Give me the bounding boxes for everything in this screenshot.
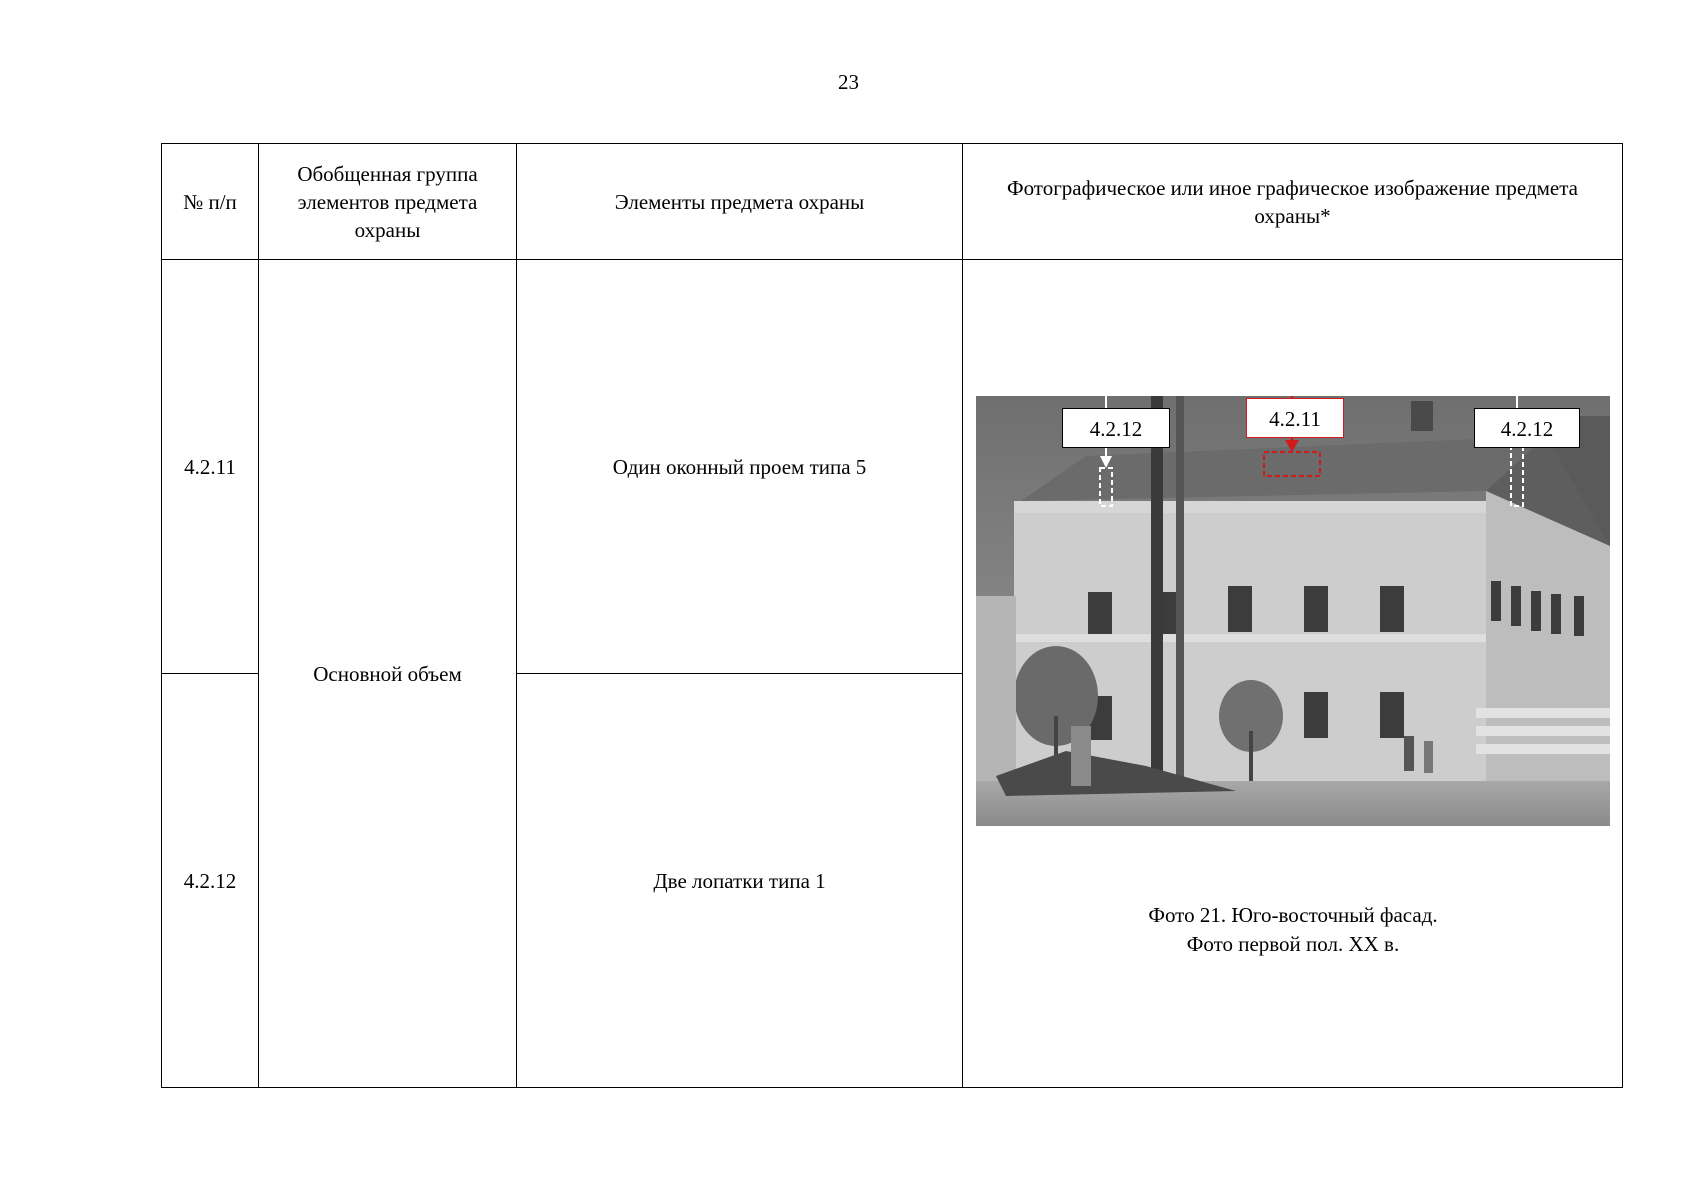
callout-4-2-12-right: 4.2.12 <box>1474 408 1580 448</box>
row-number: 4.2.11 <box>162 260 259 674</box>
caption-line-2: Фото первой пол. XX в. <box>1186 932 1400 956</box>
group-cell: Основной объем <box>259 260 517 1088</box>
callout-4-2-11: 4.2.11 <box>1246 398 1344 438</box>
row-number: 4.2.12 <box>162 674 259 1088</box>
photo-cell <box>963 260 1623 1088</box>
photo-caption <box>963 901 1623 959</box>
table-header-row <box>162 144 1623 260</box>
building-photo-image <box>976 396 1610 826</box>
caption-line-1: Фото 21. Юго-восточный фасад. <box>1148 903 1438 927</box>
header-group: Обобщенная группа элементов предмета охраны <box>259 144 517 260</box>
row-element: Один оконный проем типа 5 <box>517 260 963 674</box>
table-row <box>162 260 1623 674</box>
facade-photo <box>976 396 1610 826</box>
header-elements: Элементы предмета охраны <box>517 144 963 260</box>
callout-4-2-12-left: 4.2.12 <box>1062 408 1170 448</box>
page-number: 23 <box>838 70 859 94</box>
header-number: № п/п <box>162 144 259 260</box>
protection-table <box>161 143 1623 1088</box>
header-image: Фотографическое или иное графическое изображение предмета охраны* <box>963 144 1623 260</box>
row-element: Две лопатки типа 1 <box>517 674 963 1088</box>
